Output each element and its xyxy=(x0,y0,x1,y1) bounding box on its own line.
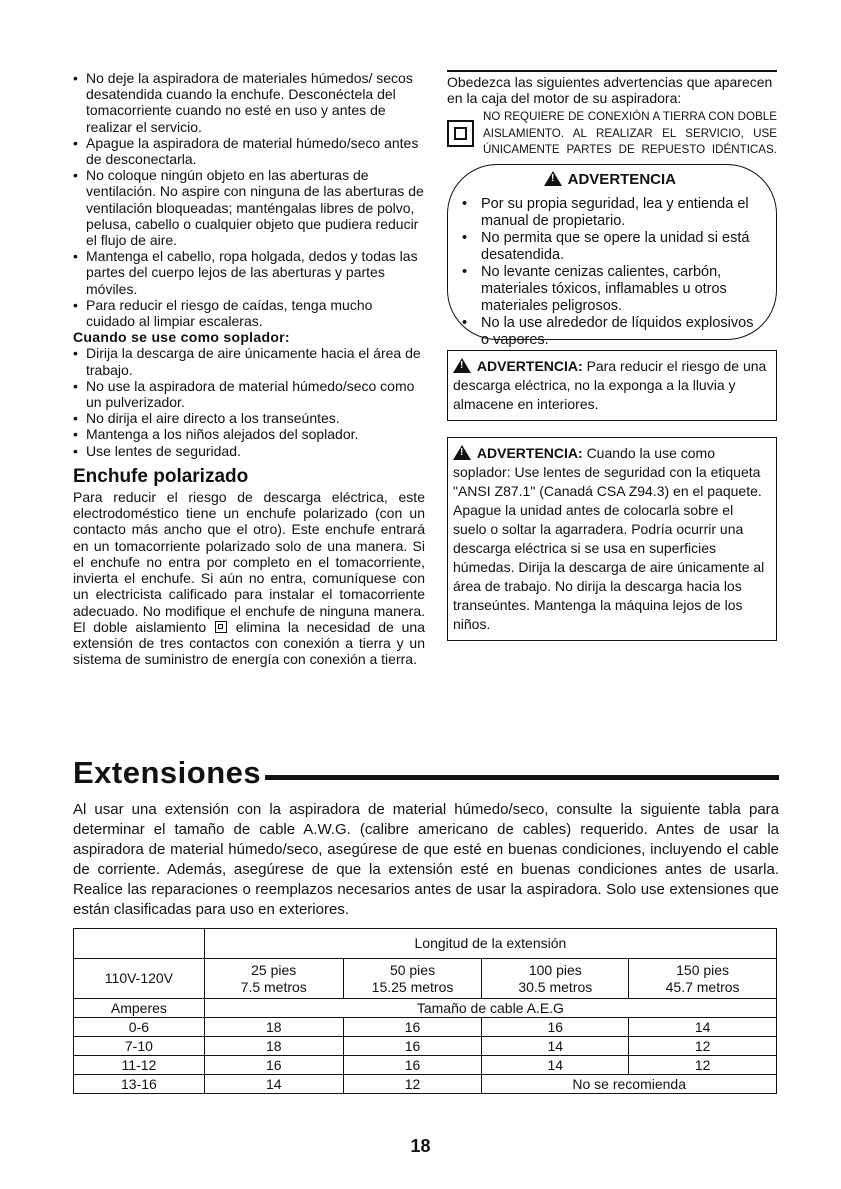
table-row xyxy=(74,929,777,959)
list-item: • No la use alrededor de líquidos explosivos o vapores. xyxy=(462,315,758,349)
warning-triangle-icon xyxy=(453,358,471,373)
double-insulation-text: NO REQUIERE DE CONEXIÓN A TIERRA CON DOBLE AISLAMIENTO. AL REALIZAR EL SERVICIO, USE ÚNICAMENTE PARTES DE REPUESTO IDÉNTICAS. xyxy=(483,110,777,156)
gauge-cell: 16 xyxy=(343,1018,482,1037)
extensions-header xyxy=(73,755,779,791)
extensions-paragraph: Al usar una extensión con la aspiradora de material húmedo/seco, consulte la siguiente tabla para determinar el tamaño de cable A.W.G. (calibre americano de cables) requerido. Antes de usar la aspiradora de material húmedo/seco, asegúrese de que esté en buenas condiciones, incluyendo el cable de corriente. Además, asegúrese de que la extensión esté en buenas condiciones antes de usarla. Realice las reparaciones o reemplazos necesarios antes de usar la aspiradora. Solo use extensiones que están clasificadas para uso en exteriores. xyxy=(73,801,779,918)
not-recommended-cell: No se recomienda xyxy=(482,1075,777,1094)
header-rule xyxy=(265,775,779,780)
warning-text: Cuando la use como soplador: Use lentes de seguridad con la etiqueta "ANSI Z87.1" (Canadá CSA Z94.3) en el paquete. Apague la unidad antes de colocarla sobre el suelo o soltar la agarradera. Podría ocurrir una descarga eléctrica si se usa en superficies húmedas. Dirija la descarga de aire únicamente al área de trabajo. No dirija la descarga hacia los transeúntes. Mantenga la máquina lejos de los niños. xyxy=(453,445,765,633)
right-column xyxy=(447,70,777,641)
gauge-cell: 14 xyxy=(629,1018,777,1037)
list-item: • Para reducir el riesgo de caídas, tenga mucho cuidado al limpiar escaleras. xyxy=(73,297,425,329)
amps-cell: 7-10 xyxy=(74,1037,205,1056)
gauge-cell: 12 xyxy=(343,1075,482,1094)
warning-label: ADVERTENCIA: xyxy=(476,445,583,462)
length-cell xyxy=(343,959,482,999)
double-insulation-icon xyxy=(215,621,227,633)
table-row xyxy=(74,1056,777,1075)
table-row xyxy=(74,959,777,999)
warning-title xyxy=(462,171,758,188)
list-item: • Use lentes de seguridad. xyxy=(73,443,425,459)
double-insulation-notice xyxy=(447,109,777,158)
list-item: • No levante cenizas calientes, carbón, materiales tóxicos, inflamables u otros materiales peligrosos. xyxy=(462,264,758,315)
warning-triangle-icon xyxy=(544,171,562,186)
motor-warnings-intro: Obedezca las siguientes advertencias que aparecen en la caja del motor de su aspiradora: xyxy=(447,74,773,107)
safety-list xyxy=(73,70,425,329)
length-feet: 100 pies xyxy=(528,961,582,978)
plug-text-part1: Para reducir el riesgo de descarga eléctrica, este electrodoméstico tiene un enchufe polarizado (con un contacto más ancho que el otro). Este enchufe entrará en un tomacorriente polarizado solo de una manera. Si el enchufe no entra por completo en el tomacorriente, invierta el enchufe. Si aún no entra, comuníquese con un electricista calificado para instalar el tomacorriente adecuado. No modifique el enchufe de ninguna manera. El doble aislamiento xyxy=(73,489,425,635)
gauge-cell: 16 xyxy=(343,1037,482,1056)
gauge-cell: 14 xyxy=(482,1056,629,1075)
gauge-cell: 18 xyxy=(204,1037,343,1056)
list-item: • No deje la aspiradora de materiales húmedos/ secos desatendida cuando la enchufe. Desconéctela del tomacorriente cuando no esté en uso y antes de realizar el servicio. xyxy=(73,70,425,135)
list-item: • No permita que se opere la unidad si está desatendida. xyxy=(462,230,758,264)
table-row xyxy=(74,1037,777,1056)
list-item: • Mantenga el cabello, ropa holgada, dedos y todas las partes del cuerpo lejos de las aberturas y partes móviles. xyxy=(73,248,425,297)
length-feet: 25 pies xyxy=(251,961,297,978)
divider xyxy=(447,70,777,72)
warning-title-text: ADVERTENCIA xyxy=(567,171,676,189)
extension-cord-table xyxy=(73,928,777,1094)
gauge-cell: 12 xyxy=(629,1056,777,1075)
gauge-cell: 14 xyxy=(204,1075,343,1094)
gauge-cell: 14 xyxy=(482,1037,629,1056)
length-meters: 45.7 metros xyxy=(665,978,740,995)
plug-text-part2: elimina la necesidad de una extensión de tres contactos con conexión a tierra y un sistema de suministro de energía con conexión a tierra. xyxy=(73,618,426,668)
blower-heading: Cuando se use como soplador: xyxy=(73,329,290,346)
list-item: • Mantenga a los niños alejados del soplador. xyxy=(73,426,425,442)
list-item: • No coloque ningún objeto en las aberturas de ventilación. No aspire con ninguna de las aberturas de ventilación bloqueadas; manténgalas libres de polvo, pelusa, cabello o cualquier objeto que pudiera reducir el flujo de aire. xyxy=(73,167,425,248)
gauge-header: Tamaño de cable A.E.G xyxy=(204,999,776,1018)
length-meters: 30.5 metros xyxy=(518,978,593,995)
table-row xyxy=(74,1075,777,1094)
gauge-cell: 16 xyxy=(343,1056,482,1075)
length-meters: 7.5 metros xyxy=(240,978,307,995)
polarized-plug-text xyxy=(73,489,425,667)
list-item: • Apague la aspiradora de material húmedo/seco antes de desconectarla. xyxy=(73,135,425,167)
gauge-cell: 16 xyxy=(204,1056,343,1075)
blower-warning-box xyxy=(447,437,777,641)
amps-cell: 13-16 xyxy=(74,1075,205,1094)
amps-cell: 11-12 xyxy=(74,1056,205,1075)
length-header: Longitud de la extensión xyxy=(204,929,776,959)
voltage-cell: 110V-120V xyxy=(74,959,205,999)
table-cell xyxy=(74,929,205,959)
length-cell xyxy=(629,959,777,999)
warning-triangle-icon xyxy=(453,445,471,460)
warning-list xyxy=(462,196,758,349)
page-number: 18 xyxy=(410,1136,431,1156)
length-cell xyxy=(204,959,343,999)
blower-list xyxy=(73,345,425,458)
length-meters: 15.25 metros xyxy=(371,978,454,995)
double-insulation-icon xyxy=(447,120,474,147)
table-row xyxy=(74,999,777,1018)
gauge-cell: 16 xyxy=(482,1018,629,1037)
warning-text: Para reducir el riesgo de una descarga eléctrica, no la exponga a la lluvia y almacene en interiores. xyxy=(453,358,767,413)
table-row xyxy=(74,1018,777,1037)
gauge-cell: 18 xyxy=(204,1018,343,1037)
list-item: • No use la aspiradora de material húmedo/seco como un pulverizador. xyxy=(73,378,425,410)
extensions-title: Extensiones xyxy=(73,755,262,790)
length-feet: 50 pies xyxy=(389,961,436,978)
amps-cell: 0-6 xyxy=(74,1018,205,1037)
left-column xyxy=(73,70,425,667)
length-feet: 150 pies xyxy=(676,961,730,978)
warning-label: ADVERTENCIA: xyxy=(476,358,583,375)
list-item: • No dirija el aire directo a los transeúntes. xyxy=(73,410,425,426)
warning-label-box xyxy=(447,164,777,349)
gauge-cell: 12 xyxy=(629,1037,777,1056)
electric-shock-warning-box xyxy=(447,350,777,421)
length-cell xyxy=(482,959,629,999)
polarized-plug-heading: Enchufe polarizado xyxy=(73,465,249,487)
list-item: • Por su propia seguridad, lea y entienda el manual de propietario. xyxy=(462,196,758,230)
list-item: • Dirija la descarga de aire únicamente hacia el área de trabajo. xyxy=(73,345,425,377)
amps-label: Amperes xyxy=(74,999,205,1018)
